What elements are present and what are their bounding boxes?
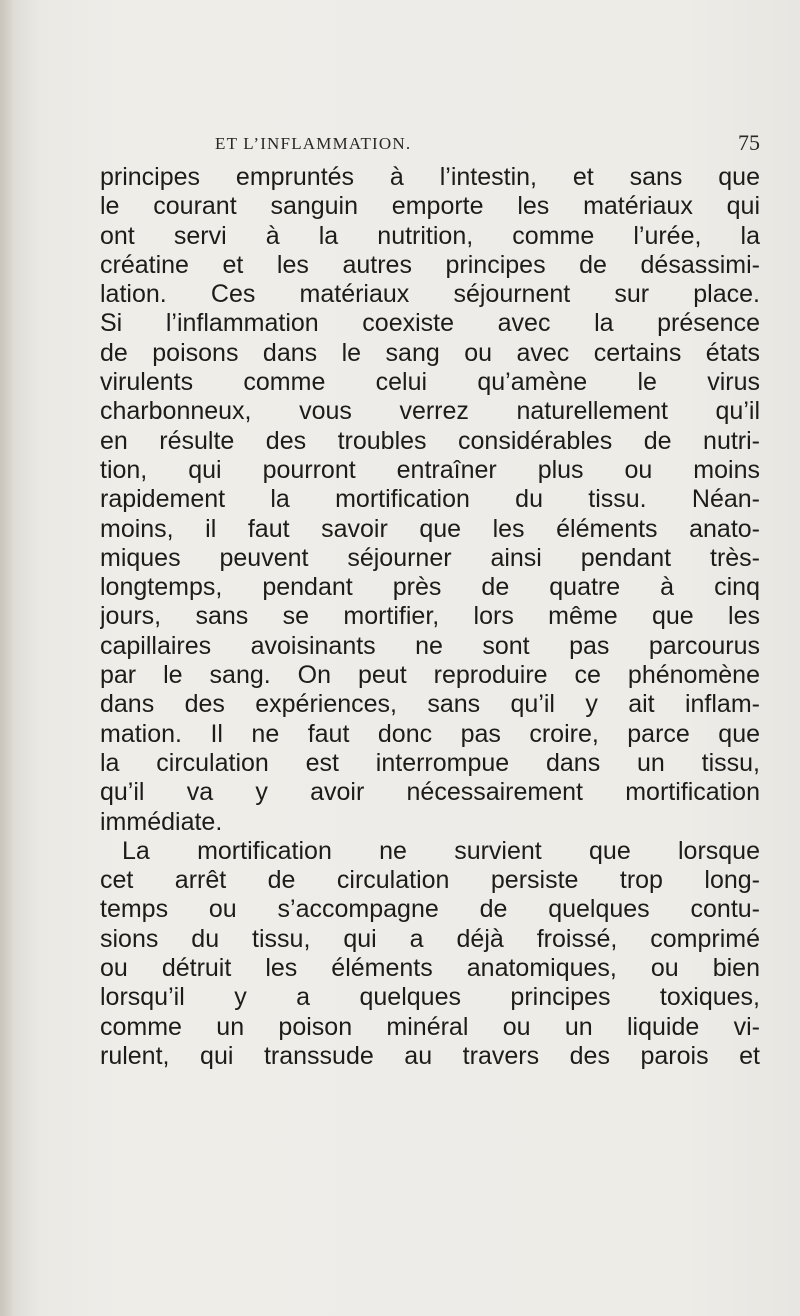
text-line: jours, sans se mortifier, lors même que les — [100, 602, 760, 631]
text-line: lation. Ces matériaux séjournent sur place. — [100, 280, 760, 309]
text-line: miques peuvent séjourner ainsi pendant très- — [100, 543, 760, 572]
text-line: en résulte des troubles considérables de nutri- — [100, 426, 760, 455]
text-line: ou détruit les éléments anatomiques, ou bien — [100, 954, 760, 983]
text-line: dans des expériences, sans qu’il y ait inflam- — [100, 690, 760, 719]
running-head — [215, 130, 760, 160]
text-line: capillaires avoisinants ne sont pas parcourus — [100, 631, 760, 660]
text-line: qu’il va y avoir nécessairement mortification — [100, 778, 760, 807]
text-line: le courant sanguin emporte les matériaux qui — [100, 192, 760, 221]
text-line: rapidement la mortification du tissu. Néan- — [100, 485, 760, 514]
text-line: charbonneux, vous verrez naturellement qu’il — [100, 397, 760, 426]
text-line: immédiate. — [100, 807, 223, 836]
gutter-shadow — [0, 0, 14, 1316]
text-line: moins, il faut savoir que les éléments anato- — [100, 514, 760, 543]
text-line: temps ou s’accompagne de quelques contu- — [100, 895, 760, 924]
text-line: mation. Il ne faut donc pas croire, parce que — [100, 719, 760, 748]
text-line: La mortification ne survient que lorsque — [122, 836, 760, 865]
text-line: lorsqu’il y a quelques principes toxiques, — [100, 983, 760, 1012]
text-line: tion, qui pourront entraîner plus ou moins — [100, 455, 760, 484]
text-line: créatine et les autres principes de désassimi- — [100, 250, 760, 279]
text-line: de poisons dans le sang ou avec certains états — [100, 338, 760, 367]
running-title: ET L’INFLAMMATION. — [215, 134, 412, 153]
text-line: rulent, qui transsude au travers des parois et — [100, 1041, 760, 1070]
text-line: cet arrêt de circulation persiste trop long- — [100, 866, 760, 895]
page-number: 75 — [738, 130, 760, 155]
text-line: Si l’inflammation coexiste avec la présence — [100, 309, 760, 338]
text-line: sions du tissu, qui a déjà froissé, comprimé — [100, 924, 760, 953]
text-line: principes empruntés à l’intestin, et sans que — [100, 163, 760, 191]
text-line: ont servi à la nutrition, comme l’urée, la — [100, 221, 760, 250]
text-line: comme un poison minéral ou un liquide vi- — [100, 1012, 760, 1041]
text-line: la circulation est interrompue dans un tissu, — [100, 748, 760, 777]
text-line: par le sang. On peut reproduire ce phénomène — [100, 661, 760, 690]
text-line: longtemps, pendant près de quatre à cinq — [100, 573, 760, 602]
text-line: virulents comme celui qu’amène le virus — [100, 368, 760, 397]
body-text — [100, 163, 760, 1071]
